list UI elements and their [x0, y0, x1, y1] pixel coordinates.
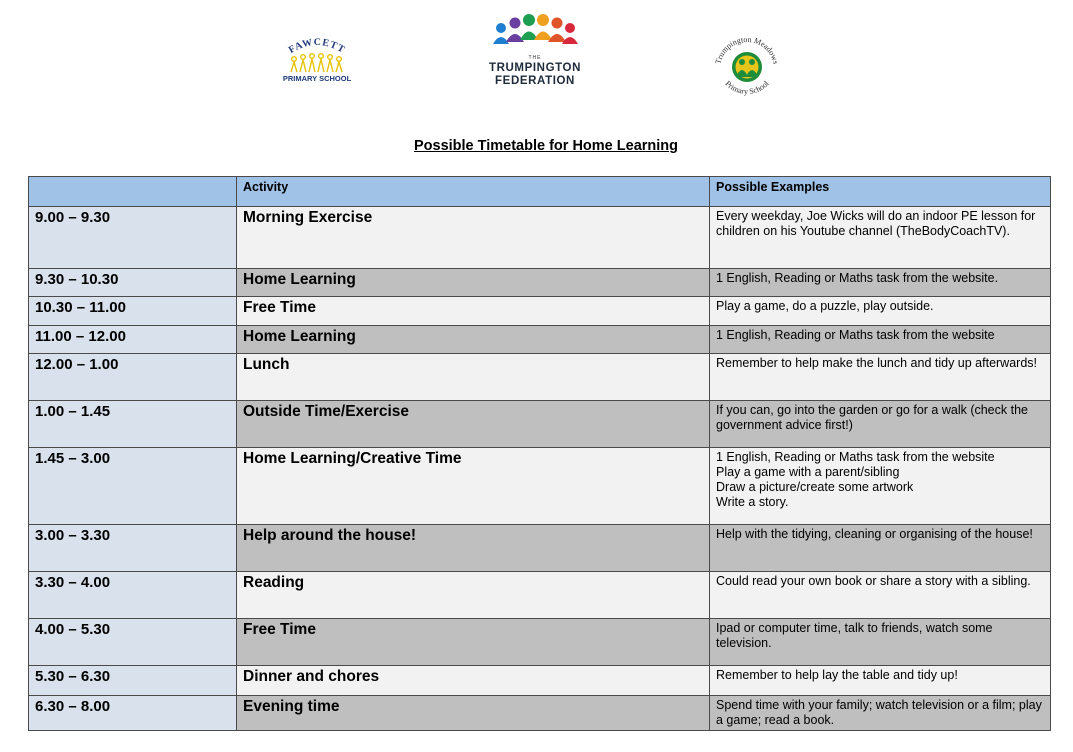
- example-line: Every weekday, Joe Wicks will do an indoor PE lesson for children on his Youtube channel (TheBodyCoachTV).: [716, 209, 1036, 238]
- page-title: Possible Timetable for Home Learning: [413, 138, 679, 154]
- timetable: [28, 176, 1051, 731]
- examples-cell: [710, 354, 1051, 401]
- children-figures-icon: [487, 12, 583, 48]
- example-line: Ipad or computer time, talk to friends, watch some television.: [716, 621, 993, 650]
- example-line: Write a story.: [716, 495, 789, 509]
- example-line: Play a game, do a puzzle, play outside.: [716, 299, 934, 313]
- time-cell: 6.30 – 8.00: [29, 696, 237, 731]
- examples-cell: [710, 269, 1051, 297]
- time-cell: 10.30 – 11.00: [29, 297, 237, 326]
- table-row: [29, 572, 1051, 619]
- activity-cell: Outside Time/Exercise: [237, 401, 710, 448]
- activity-cell: Reading: [237, 572, 710, 619]
- examples-cell: [710, 666, 1051, 696]
- example-line: Draw a picture/create some artwork: [716, 480, 914, 494]
- svg-text:FAWCETT: [287, 37, 347, 56]
- examples-cell: [710, 297, 1051, 326]
- example-line: Play a game with a parent/sibling: [716, 465, 900, 479]
- examples-cell: [710, 696, 1051, 731]
- activity-cell: Dinner and chores: [237, 666, 710, 696]
- time-cell: 3.30 – 4.00: [29, 572, 237, 619]
- table-row: [29, 448, 1051, 525]
- time-cell: 3.00 – 3.30: [29, 525, 237, 572]
- table-row: [29, 269, 1051, 297]
- header-activity: Activity: [237, 177, 710, 207]
- example-line: Could read your own book or share a story with a sibling.: [716, 574, 1031, 588]
- activity-cell: Home Learning: [237, 326, 710, 354]
- activity-cell: Lunch: [237, 354, 710, 401]
- table-row: [29, 207, 1051, 269]
- meadows-bottom-text: Primary School: [723, 78, 771, 97]
- activity-cell: Morning Exercise: [237, 207, 710, 269]
- time-cell: 1.00 – 1.45: [29, 401, 237, 448]
- examples-cell: [710, 619, 1051, 666]
- activity-cell: Help around the house!: [237, 525, 710, 572]
- table-row: [29, 696, 1051, 731]
- activity-cell: Home Learning/Creative Time: [237, 448, 710, 525]
- table-row: [29, 326, 1051, 354]
- examples-cell: [710, 401, 1051, 448]
- fawcett-name: FAWCETT: [286, 36, 348, 56]
- table-row: [29, 525, 1051, 572]
- header-time: [29, 177, 237, 207]
- header-examples: Possible Examples: [710, 177, 1051, 207]
- examples-cell: [710, 572, 1051, 619]
- example-line: Remember to help lay the table and tidy up!: [716, 668, 958, 682]
- time-cell: 11.00 – 12.00: [29, 326, 237, 354]
- federation-line2: FEDERATION: [495, 75, 575, 87]
- time-cell: 4.00 – 5.30: [29, 619, 237, 666]
- example-line: Help with the tidying, cleaning or organising of the house!: [716, 527, 1033, 541]
- fawcett-school-logo: [282, 36, 352, 84]
- example-line: If you can, go into the garden or go for a walk (check the government advice first!): [716, 403, 1028, 432]
- examples-cell: [710, 207, 1051, 269]
- activity-cell: Evening time: [237, 696, 710, 731]
- activity-cell: Free Time: [237, 619, 710, 666]
- time-cell: 1.45 – 3.00: [29, 448, 237, 525]
- examples-cell: [710, 326, 1051, 354]
- time-cell: 12.00 – 1.00: [29, 354, 237, 401]
- table-header-row: [29, 177, 1051, 207]
- examples-cell: [710, 448, 1051, 525]
- table-row: [29, 619, 1051, 666]
- examples-cell: [710, 525, 1051, 572]
- table-row: [29, 297, 1051, 326]
- fawcett-subtitle: PRIMARY SCHOOL: [282, 74, 352, 83]
- federation-the: THE: [528, 55, 542, 61]
- example-line: 1 English, Reading or Maths task from the website: [716, 328, 995, 342]
- meadows-top-text: Trumpington Meadows: [713, 34, 781, 65]
- time-cell: 9.00 – 9.30: [29, 207, 237, 269]
- federation-line1: TRUMPINGTON: [489, 62, 581, 74]
- time-cell: 9.30 – 10.30: [29, 269, 237, 297]
- time-cell: 5.30 – 6.30: [29, 666, 237, 696]
- activity-cell: Home Learning: [237, 269, 710, 297]
- example-line: Spend time with your family; watch television or a film; play a game; read a book.: [716, 698, 1042, 727]
- trumpington-federation-logo: [480, 12, 590, 88]
- example-line: 1 English, Reading or Maths task from the website.: [716, 271, 999, 285]
- table-row: [29, 354, 1051, 401]
- table-row: [29, 401, 1051, 448]
- trumpington-meadows-logo: [706, 25, 788, 107]
- example-line: 1 English, Reading or Maths task from the website: [716, 450, 995, 464]
- table-row: [29, 666, 1051, 696]
- example-line: Remember to help make the lunch and tidy up afterwards!: [716, 356, 1038, 370]
- activity-cell: Free Time: [237, 297, 710, 326]
